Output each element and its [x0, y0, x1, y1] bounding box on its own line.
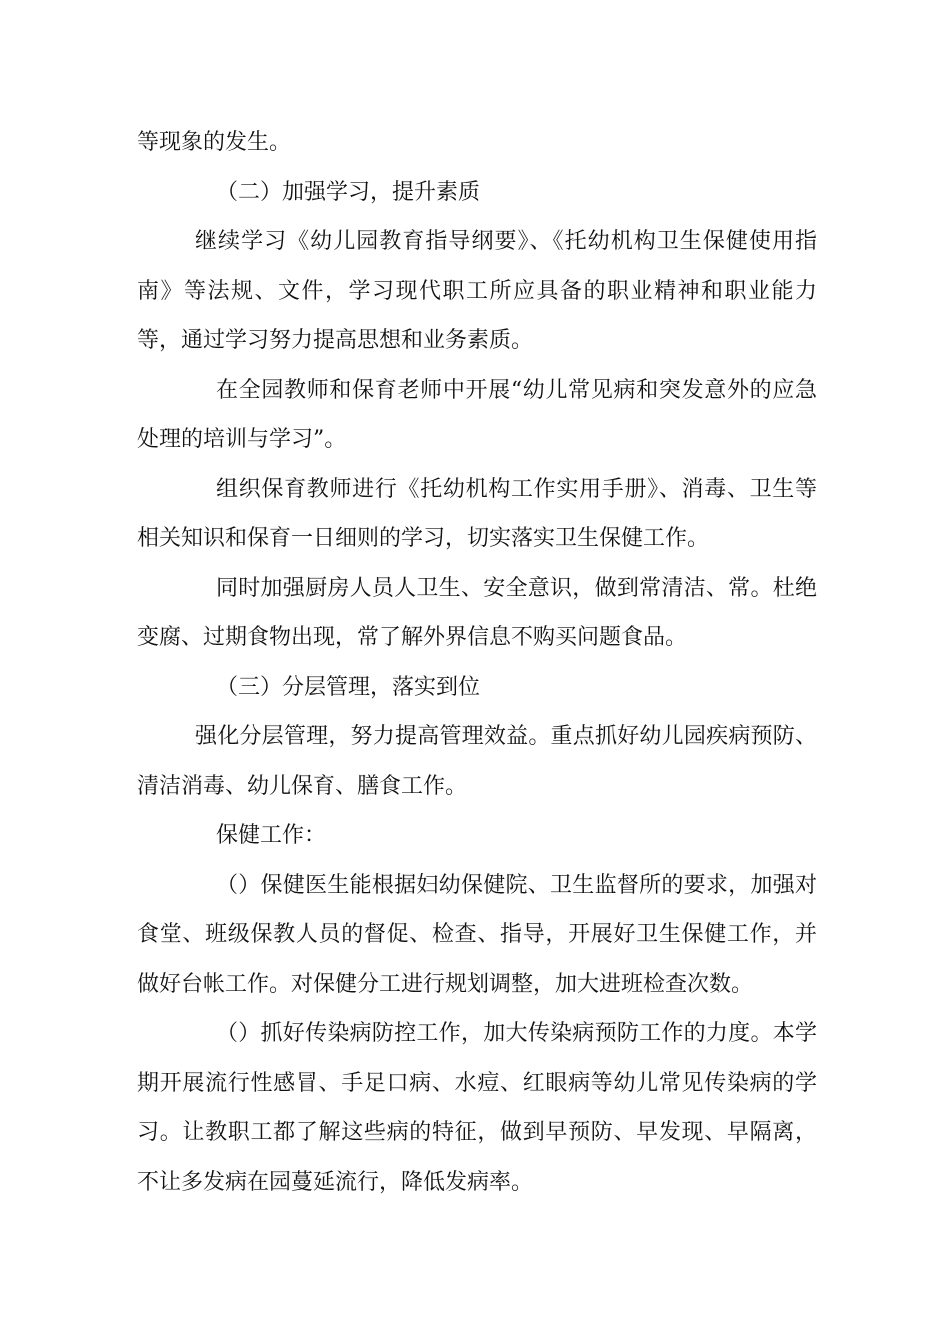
paragraph-kitchen: 同时加强厨房人员人卫生、安全意识，做到常清洁、常。杜绝变腐、过期食物出现，常了解外界信息不购买问题食品。	[137, 575, 817, 650]
paragraph-organize: 组织保育教师进行《托幼机构工作实用手册》、消毒、卫生等相关知识和保育一日细则的学习，切实落实卫生保健工作。	[137, 476, 817, 551]
paragraph-study: 继续学习《幼儿园教育指导纲要》、《托幼机构卫生保健使用指南》等法规、文件，学习现代职工所应具备的职业精神和职业能力等，通过学习努力提高思想和业务素质。	[137, 229, 817, 353]
section-heading-2: （二）加强学习，提升素质	[216, 179, 481, 205]
paragraph-management: 强化分层管理，努力提高管理效益。重点抓好幼儿园疾病预防、清洁消毒、幼儿保育、膳食工作。	[137, 724, 817, 799]
paragraph-training: 在全园教师和保育老师中开展“幼儿常见病和突发意外的应急处理的培训与学习”。	[137, 377, 817, 452]
paragraph-continuation: 等现象的发生。	[137, 130, 292, 155]
section-heading-3: （三）分层管理，落实到位	[216, 674, 481, 700]
document-body	[137, 118, 817, 1207]
subheading-health-work: 保健工作：	[216, 823, 327, 848]
paragraph-disease-control: （）抓好传染病防控工作，加大传染病预防工作的力度。本学期开展流行性感冒、手足口病、水痘、红眼病等幼儿常见传染病的学习。让教职工都了解这些病的特征，做到早预防、早发现、早隔离，不让多发病在园蔓延流行，降低发病率。	[137, 1021, 817, 1195]
paragraph-health-doctor: （）保健医生能根据妇幼保健院、卫生监督所的要求，加强对食堂、班级保教人员的督促、检查、指导，开展好卫生保健工作，并做好台帐工作。对保健分工进行规划调整，加大进班检查次数。	[137, 872, 817, 997]
